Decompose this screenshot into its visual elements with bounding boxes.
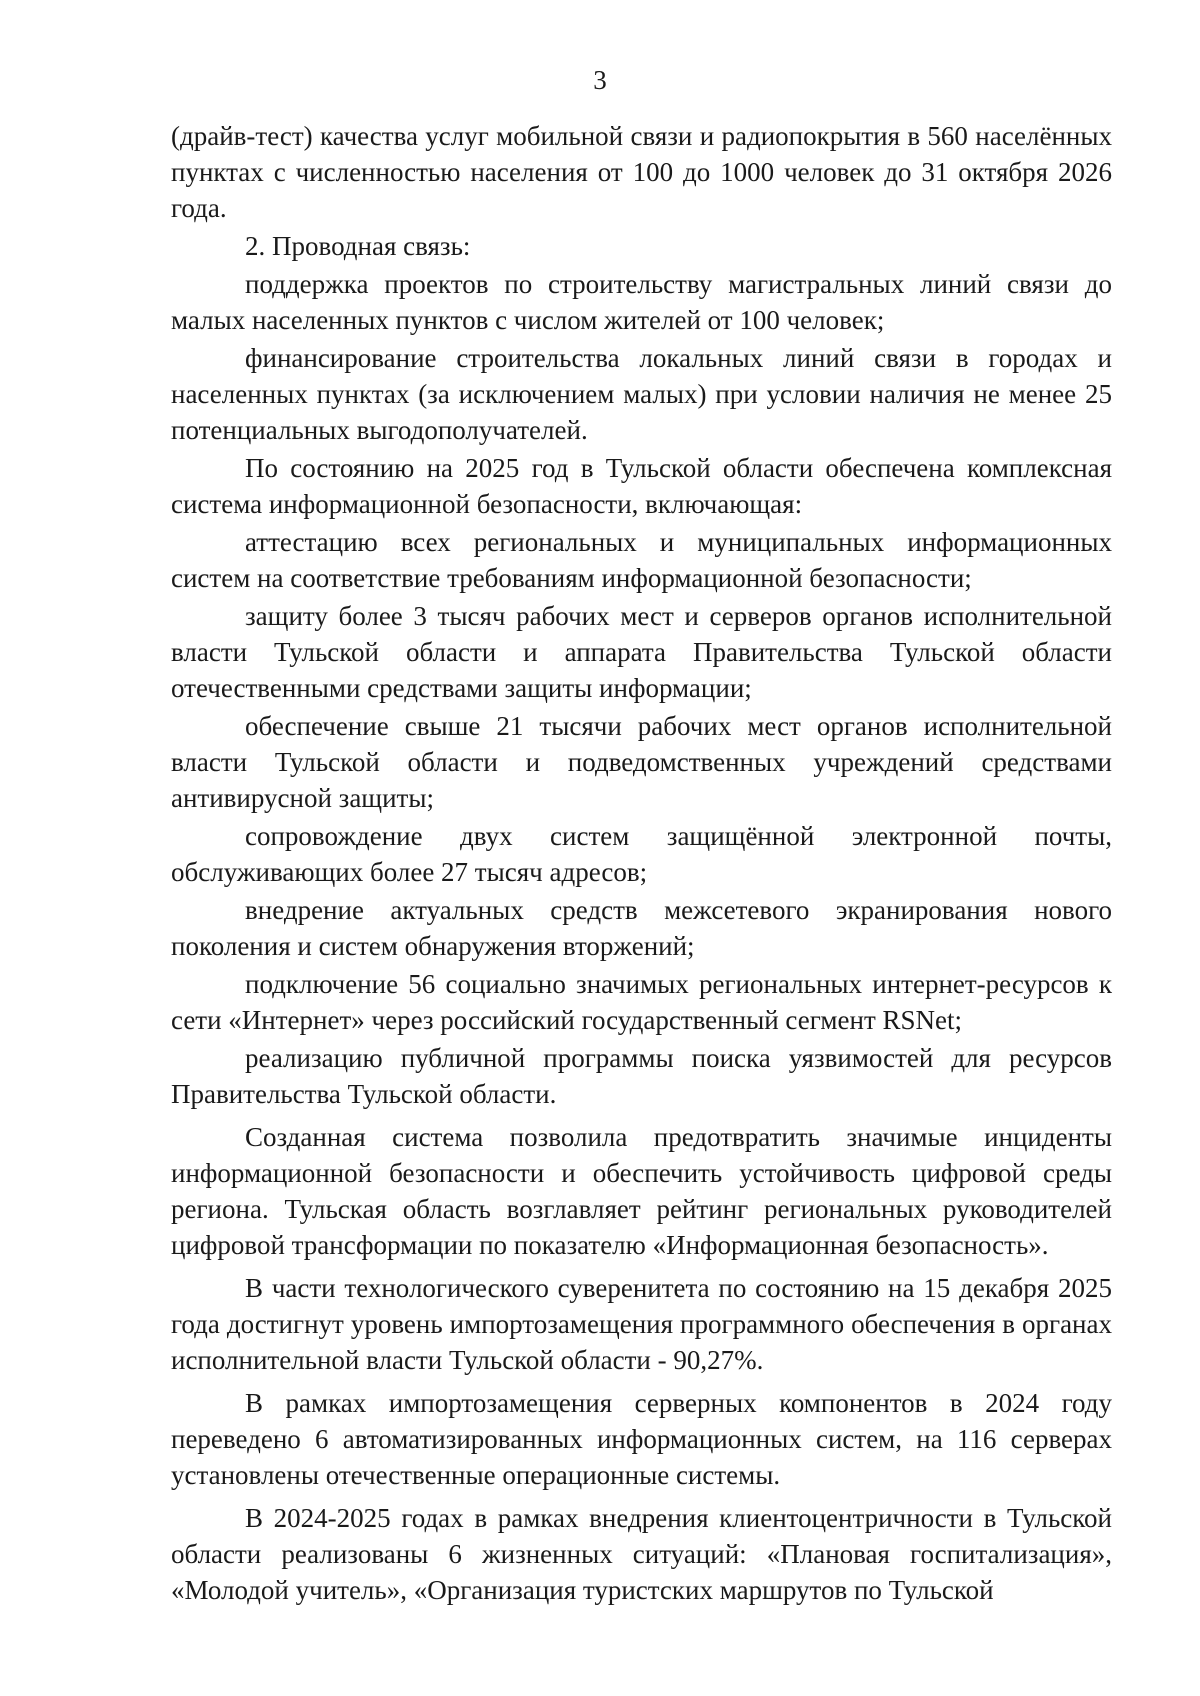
paragraph-drive-test: (драйв-тест) качества услуг мобильной связи и радиопокрытия в 560 населённых пунктах с численностью населения от 100 до 1000 человек до 31 октября 2026 года. <box>171 121 1112 223</box>
paragraph-server-components: В рамках импортозамещения серверных компонентов в 2024 году переведено 6 автоматизированных информационных систем, на 116 серверах установлены отечественные операционные системы. <box>171 1388 1112 1490</box>
document-body <box>171 118 1112 1610</box>
paragraph-security-system: По состоянию на 2025 год в Тульской области обеспечена комплексная система информационной безопасности, включающая: <box>171 453 1112 519</box>
paragraph-trunk-lines: поддержка проектов по строительству магистральных линий связи до малых населенных пунктов с числом жителей от 100 человек; <box>171 269 1112 335</box>
paragraph-rsnet: подключение 56 социально значимых региональных интернет-ресурсов к сети «Интернет» через российский государственный сегмент RSNet; <box>171 969 1112 1035</box>
page-number: 3 <box>593 65 607 95</box>
paragraph-bug-bounty: реализацию публичной программы поиска уязвимостей для ресурсов Правительства Тульской области. <box>171 1043 1112 1109</box>
paragraph-import-substitution: В части технологического суверенитета по состоянию на 15 декабря 2025 года достигнут уровень импортозамещения программного обеспечения в органах исполнительной власти Тульской области - 90,27%. <box>171 1273 1112 1375</box>
paragraph-workstation-protection: защиту более 3 тысяч рабочих мест и серверов органов исполнительной власти Тульской области и аппарата Правительства Тульской области отечественными средствами защиты информации; <box>171 601 1112 703</box>
paragraph-incidents: Созданная система позволила предотвратить значимые инциденты информационной безопасности и обеспечить устойчивость цифровой среды региона. Тульская область возглавляет рейтинг региональных руководителей цифровой трансформации по показателю «Информационная безопасность». <box>171 1122 1112 1260</box>
paragraph-firewall: внедрение актуальных средств межсетевого экранирования нового поколения и систем обнаружения вторжений; <box>171 895 1112 961</box>
paragraph-secure-mail: сопровождение двух систем защищённой электронной почты, обслуживающих более 27 тысяч адресов; <box>171 821 1112 887</box>
paragraph-life-situations: В 2024-2025 годах в рамках внедрения клиентоцентричности в Тульской области реализованы 6 жизненных ситуаций: «Плановая госпитализация», «Молодой учитель», «Организация туристских маршрутов по Тульской <box>171 1503 1112 1605</box>
paragraph-local-lines: финансирование строительства локальных линий связи в городах и населенных пунктах (за исключением малых) при условии наличия не менее 25 потенциальных выгодополучателей. <box>171 343 1112 445</box>
paragraph-antivirus: обеспечение свыше 21 тысячи рабочих мест органов исполнительной власти Тульской области и подведомственных учреждений средствами антивирусной защиты; <box>171 711 1112 813</box>
paragraph-wired-heading: 2. Проводная связь: <box>245 231 471 261</box>
paragraph-attestation: аттестацию всех региональных и муниципальных информационных систем на соответствие требованиям информационной безопасности; <box>171 527 1112 593</box>
